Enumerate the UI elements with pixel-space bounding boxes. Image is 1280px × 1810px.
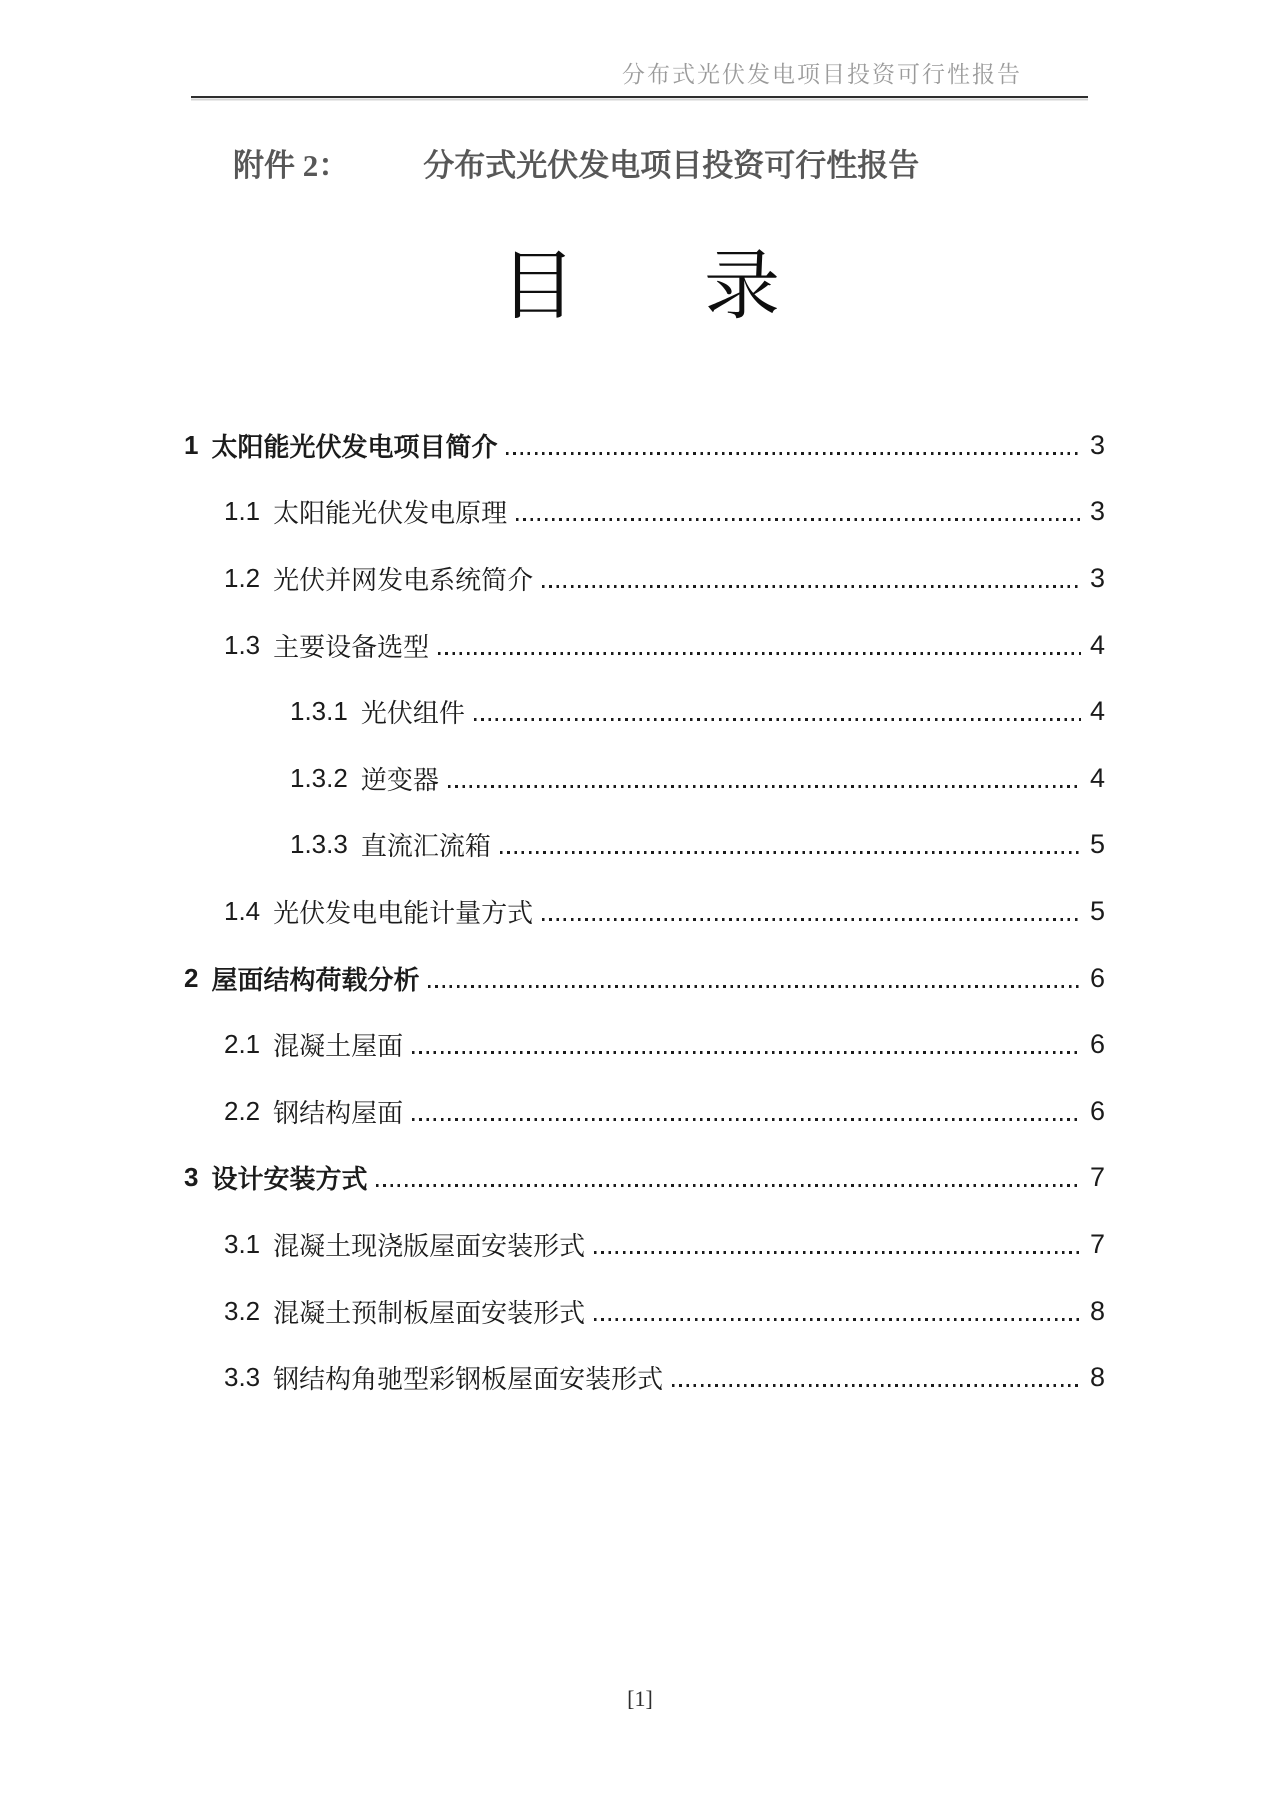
- dot-leader: [516, 518, 1081, 521]
- toc-item-3.2[interactable]: [0, 1278, 1280, 1345]
- toc-item-number: 2.2: [224, 1095, 261, 1126]
- toc-item-2.1[interactable]: [0, 1011, 1280, 1078]
- dot-leader: [594, 1318, 1081, 1321]
- dot-leader: [474, 718, 1081, 721]
- toc-item-page: 3: [1089, 562, 1105, 593]
- toc-item-3.1[interactable]: [0, 1211, 1280, 1278]
- toc-item-page: 8: [1089, 1295, 1105, 1326]
- toc-list: [0, 412, 1280, 1411]
- toc-item-number: 2.1: [224, 1029, 261, 1060]
- toc-item-title: 混凝土屋面: [273, 1031, 404, 1062]
- dot-leader: [500, 851, 1081, 854]
- toc-item-title: 钢结构角驰型彩钢板屋面安装形式: [273, 1364, 664, 1395]
- toc-item-title: 混凝土现浇版屋面安装形式: [273, 1230, 586, 1261]
- toc-item-title: 太阳能光伏发电项目简介: [211, 431, 498, 462]
- toc-item-1.3.3[interactable]: [0, 812, 1280, 879]
- dot-leader: [376, 1184, 1081, 1187]
- toc-item-3[interactable]: [0, 1145, 1280, 1212]
- toc-item-page: 6: [1089, 1095, 1105, 1126]
- toc-item-1.3[interactable]: [0, 612, 1280, 679]
- toc-heading-char-2: 录: [704, 244, 780, 329]
- toc-item-page: 5: [1089, 829, 1105, 860]
- toc-item-title: 屋面结构荷载分析: [211, 964, 420, 995]
- toc-item-number: 3.3: [224, 1362, 261, 1393]
- dot-leader: [672, 1384, 1081, 1387]
- dot-leader: [542, 918, 1081, 921]
- toc-item-title: 钢结构屋面: [273, 1097, 404, 1128]
- toc-item-title: 光伏组件: [360, 698, 465, 729]
- toc-heading: [0, 244, 1280, 329]
- toc-item-number: 1.4: [224, 895, 261, 926]
- toc-item-page: 6: [1089, 1029, 1105, 1060]
- toc-item-number: 1.3: [224, 629, 261, 660]
- toc-item-number: 1.3.3: [290, 829, 348, 860]
- attachment-title: [233, 140, 919, 185]
- dot-leader: [506, 452, 1081, 455]
- toc-item-1.2[interactable]: [0, 545, 1280, 612]
- dot-leader: [412, 1118, 1081, 1121]
- dot-leader: [438, 652, 1081, 655]
- toc-item-1.3.2[interactable]: [0, 745, 1280, 812]
- attachment-title-text: 分布式光伏发电项目投资可行性报告: [423, 148, 920, 183]
- toc-item-1[interactable]: [0, 412, 1280, 479]
- toc-item-2.2[interactable]: [0, 1078, 1280, 1145]
- dot-leader: [448, 785, 1081, 788]
- toc-item-number: 1.3.1: [290, 696, 348, 727]
- toc-item-page: 7: [1089, 1228, 1105, 1259]
- toc-item-title: 光伏发电电能计量方式: [273, 897, 534, 928]
- toc-item-number: 1: [184, 429, 199, 460]
- dot-leader: [594, 1251, 1081, 1254]
- toc-item-3.3[interactable]: [0, 1344, 1280, 1411]
- toc-item-number: 3.1: [224, 1228, 261, 1259]
- toc-item-title: 光伏并网发电系统简介: [273, 564, 534, 595]
- toc-item-page: 4: [1089, 629, 1105, 660]
- dot-leader: [542, 585, 1081, 588]
- running-header-text: 分布式光伏发电项目投资可行性报告: [622, 62, 1022, 87]
- footer-page-number: [1]: [627, 1686, 653, 1711]
- toc-heading-char-1: 目: [500, 244, 576, 329]
- toc-item-page: 7: [1089, 1162, 1105, 1193]
- toc-item-title: 设计安装方式: [211, 1164, 368, 1195]
- toc-item-page: 5: [1089, 895, 1105, 926]
- toc-item-2[interactable]: [0, 945, 1280, 1012]
- toc-item-1.1[interactable]: [0, 479, 1280, 546]
- dot-leader: [428, 985, 1081, 988]
- attachment-label: 附件 2：: [233, 148, 350, 183]
- toc-item-number: 3: [184, 1162, 199, 1193]
- toc-item-1.3.1[interactable]: [0, 678, 1280, 745]
- toc-item-page: 6: [1089, 962, 1105, 993]
- toc-item-1.4[interactable]: [0, 878, 1280, 945]
- toc-item-number: 1.3.2: [290, 762, 348, 793]
- dot-leader: [412, 1051, 1081, 1054]
- running-header: [190, 56, 1022, 89]
- page-footer: [0, 1686, 1280, 1712]
- toc-item-number: 3.2: [224, 1295, 261, 1326]
- toc-item-page: 8: [1089, 1362, 1105, 1393]
- toc-item-title: 混凝土预制板屋面安装形式: [273, 1297, 586, 1328]
- toc-item-number: 1.1: [224, 496, 261, 527]
- toc-item-page: 3: [1089, 496, 1105, 527]
- toc-item-page: 3: [1089, 429, 1105, 460]
- toc-item-title: 直流汇流箱: [360, 831, 491, 862]
- toc-item-number: 1.2: [224, 562, 261, 593]
- header-rule: [191, 96, 1088, 98]
- toc-item-page: 4: [1089, 762, 1105, 793]
- toc-item-number: 2: [184, 962, 199, 993]
- toc-item-title: 太阳能光伏发电原理: [273, 498, 508, 529]
- toc-item-title: 逆变器: [360, 764, 439, 795]
- toc-item-title: 主要设备选型: [273, 631, 430, 662]
- toc-item-page: 4: [1089, 696, 1105, 727]
